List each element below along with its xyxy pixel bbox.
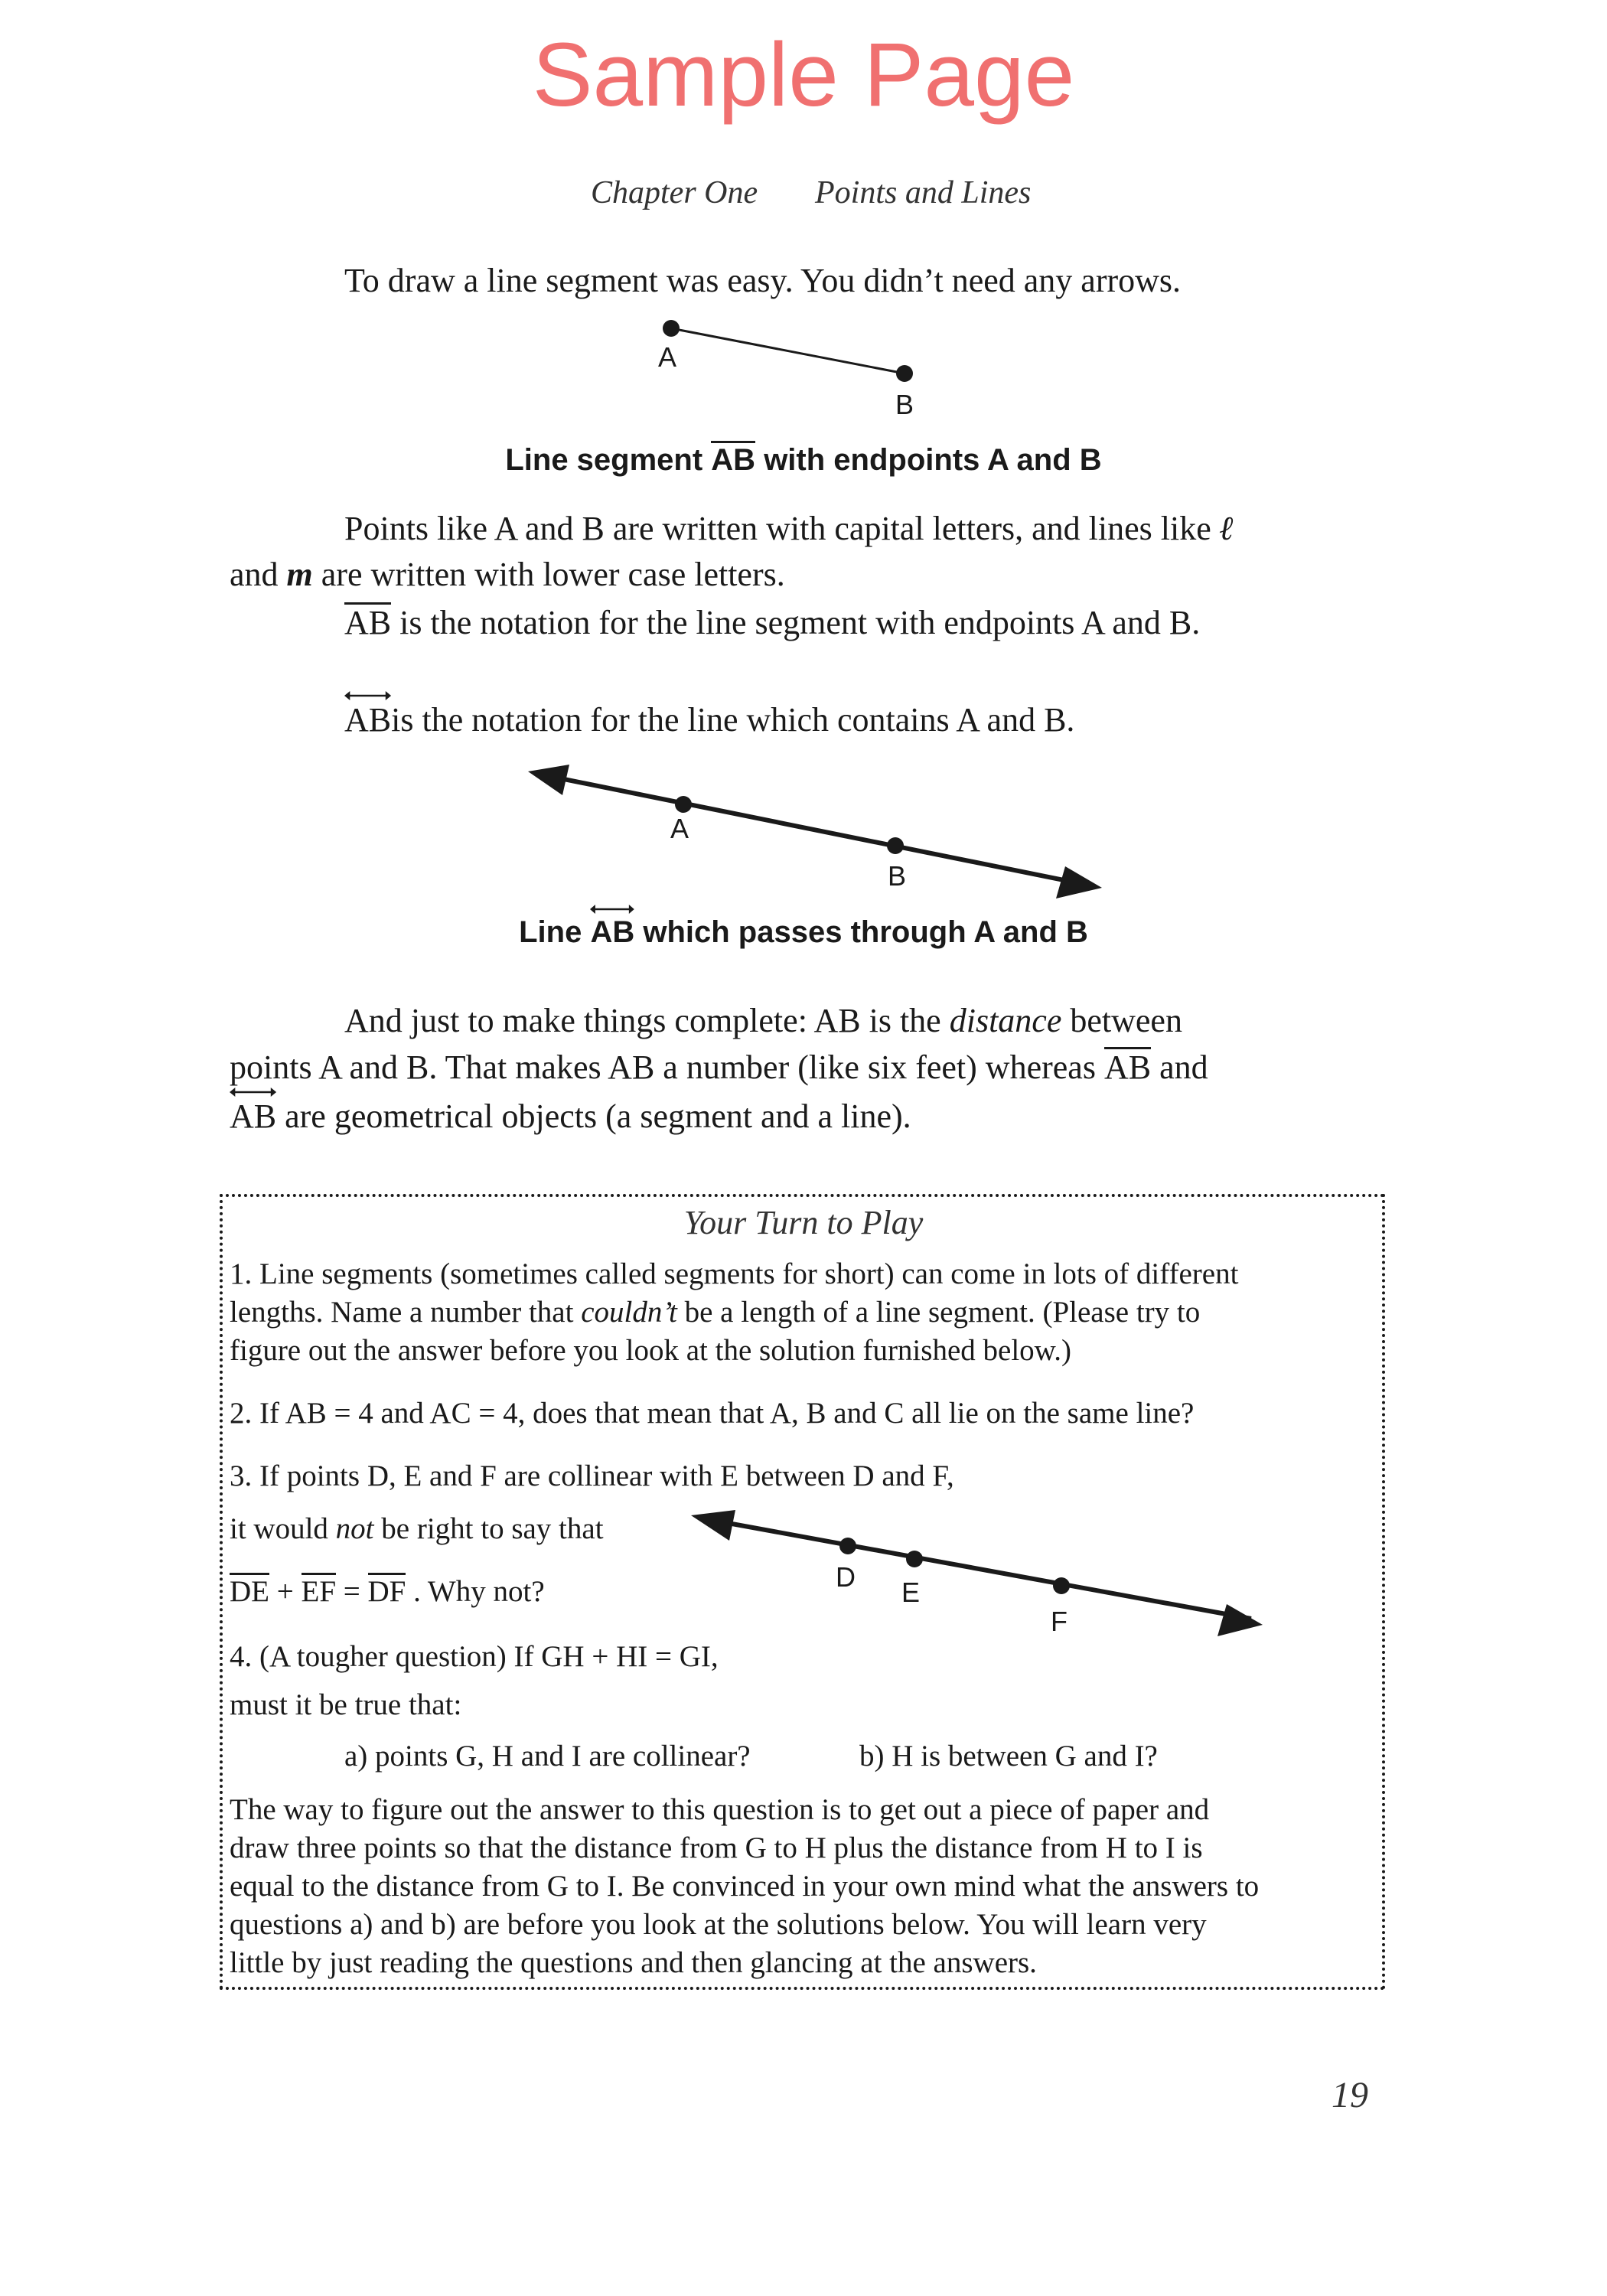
q1-l2-post: be a length of a line segment. (Please try to xyxy=(676,1296,1201,1329)
line-point-a-label: A xyxy=(670,813,689,844)
complete-line-ab: AB xyxy=(230,1100,276,1133)
point-e-label: E xyxy=(901,1577,921,1608)
line-point-b-dot xyxy=(887,837,904,854)
page-number: 19 xyxy=(1332,2075,1368,2115)
why-not-text: . Why not? xyxy=(406,1575,545,1608)
q4-para-line1: The way to figure out the answer to this question is to get out a piece of paper and xyxy=(230,1793,1210,1826)
q4-part-a: a) points G, H and I are collinear? xyxy=(344,1740,751,1773)
q3-line2 xyxy=(230,1510,604,1548)
equals-sign: = xyxy=(336,1575,368,1608)
line-figure xyxy=(520,754,1110,907)
complete-para-line2 xyxy=(230,1045,1208,1090)
caption-prefix: Line segment xyxy=(505,443,712,477)
q2-text: 2. If AB = 4 and AC = 4, does that mean that A, B and C all lie on the same line? xyxy=(230,1397,1195,1430)
def-left-arrowhead xyxy=(691,1510,735,1541)
def-right-arrowhead xyxy=(1217,1604,1263,1636)
point-e-dot xyxy=(906,1551,923,1567)
watermark: Sample Page xyxy=(532,24,1075,126)
line-point-b-label: B xyxy=(888,860,907,892)
q4-part-b: b) H is between G and I? xyxy=(859,1740,1158,1773)
and-text: and xyxy=(230,556,287,593)
q3-equation xyxy=(230,1573,545,1611)
segment-symbol: AB xyxy=(344,604,392,641)
point-d-dot xyxy=(839,1538,856,1554)
q4-line1: 4. (A tougher question) If GH + HI = GI, xyxy=(230,1640,719,1673)
plus-sign: + xyxy=(269,1575,302,1608)
point-a-dot xyxy=(663,320,680,337)
caption-ab-segment: AB xyxy=(711,441,755,475)
complete-l2-post: and xyxy=(1151,1049,1208,1086)
lowercase-text: are written with lower case letters. xyxy=(312,556,785,593)
complete-l1-post: between xyxy=(1061,1002,1182,1039)
not-emphasis: not xyxy=(335,1512,374,1545)
q1-line1: 1. Line segments (sometimes called segments for short) can come in lots of different xyxy=(230,1257,1239,1290)
complete-l2-pre: points A and B. That makes AB a number (like six feet) whereas xyxy=(230,1049,1104,1086)
def-line-figure xyxy=(685,1500,1282,1645)
q3-l2-pre: it would xyxy=(230,1512,336,1545)
right-arrowhead xyxy=(1056,866,1102,899)
point-f-dot xyxy=(1053,1577,1070,1594)
q3-l2-post: be right to say that xyxy=(373,1512,604,1545)
lowercase-l: ℓ xyxy=(1219,510,1234,547)
q1-line3: figure out the answer before you look at the solution furnished below.) xyxy=(230,1334,1072,1367)
line-ab xyxy=(553,777,1071,882)
q4-line2: must it be true that: xyxy=(230,1688,462,1721)
notation-line-text: is the notation for the line which contains A and B. xyxy=(391,701,1075,739)
complete-para-line1 xyxy=(344,999,1182,1043)
line-symbol: AB xyxy=(344,703,391,737)
points-para-line1 xyxy=(344,507,1234,551)
distance-emphasis: distance xyxy=(949,1002,1062,1039)
segment-df: DF xyxy=(368,1573,406,1606)
complete-segment-ab: AB xyxy=(1103,1049,1152,1086)
segment-point-b-label: B xyxy=(895,389,914,420)
line-caption-ab: AB xyxy=(590,917,634,947)
section-label: Points and Lines xyxy=(815,175,1032,210)
chapter-label: Chapter One xyxy=(591,175,758,210)
q1-line2 xyxy=(230,1293,1200,1332)
line-caption-prefix: Line xyxy=(519,915,591,949)
notation-line xyxy=(344,698,1074,742)
q4-para-line4: questions a) and b) are before you look at the solutions below. You will learn very xyxy=(230,1908,1207,1941)
notation-segment-text: is the notation for the line segment with endpoints A and B. xyxy=(391,604,1201,641)
line-point-a-dot xyxy=(675,796,692,813)
point-b-dot xyxy=(896,365,913,382)
line-caption xyxy=(0,915,1607,950)
segment-ab xyxy=(671,328,905,373)
segment-ef: EF xyxy=(302,1573,337,1606)
q1-l2-pre: lengths. Name a number that xyxy=(230,1296,582,1329)
segment-point-a-label: A xyxy=(658,341,677,373)
couldnt-emphasis: couldn’t xyxy=(581,1296,677,1329)
caption-suffix: with endpoints A and B xyxy=(755,443,1102,477)
complete-para-line3 xyxy=(230,1094,911,1139)
segment-figure xyxy=(643,318,934,432)
notation-segment xyxy=(344,601,1200,645)
q4-para-line5: little by just reading the questions and then glancing at the answers. xyxy=(230,1946,1037,1979)
points-text: Points like A and B are written with capital letters, and lines like xyxy=(344,510,1220,547)
left-arrowhead xyxy=(528,765,569,795)
q3-line1: 3. If points D, E and F are collinear with E between D and F, xyxy=(230,1459,954,1492)
complete-l3-post: are geometrical objects (a segment and a line). xyxy=(276,1097,911,1135)
point-f-label: F xyxy=(1051,1606,1068,1637)
complete-l1-pre: And just to make things complete: AB is the xyxy=(344,1002,950,1039)
points-para-line2 xyxy=(230,553,785,597)
lowercase-m: m xyxy=(286,556,313,593)
q4-para-line2: draw three points so that the distance from G to H plus the distance from H to I is xyxy=(230,1831,1203,1864)
your-turn-title: Your Turn to Play xyxy=(683,1204,924,1241)
intro-text: To draw a line segment was easy. You didn’t need any arrows. xyxy=(344,262,1182,299)
point-d-label: D xyxy=(836,1561,856,1593)
line-caption-suffix: which passes through A and B xyxy=(634,915,1088,949)
segment-de: DE xyxy=(230,1573,269,1606)
q4-para-line3: equal to the distance from G to I. Be convinced in your own mind what the answers to xyxy=(230,1870,1260,1903)
line-def xyxy=(719,1521,1251,1619)
segment-caption xyxy=(0,441,1607,478)
